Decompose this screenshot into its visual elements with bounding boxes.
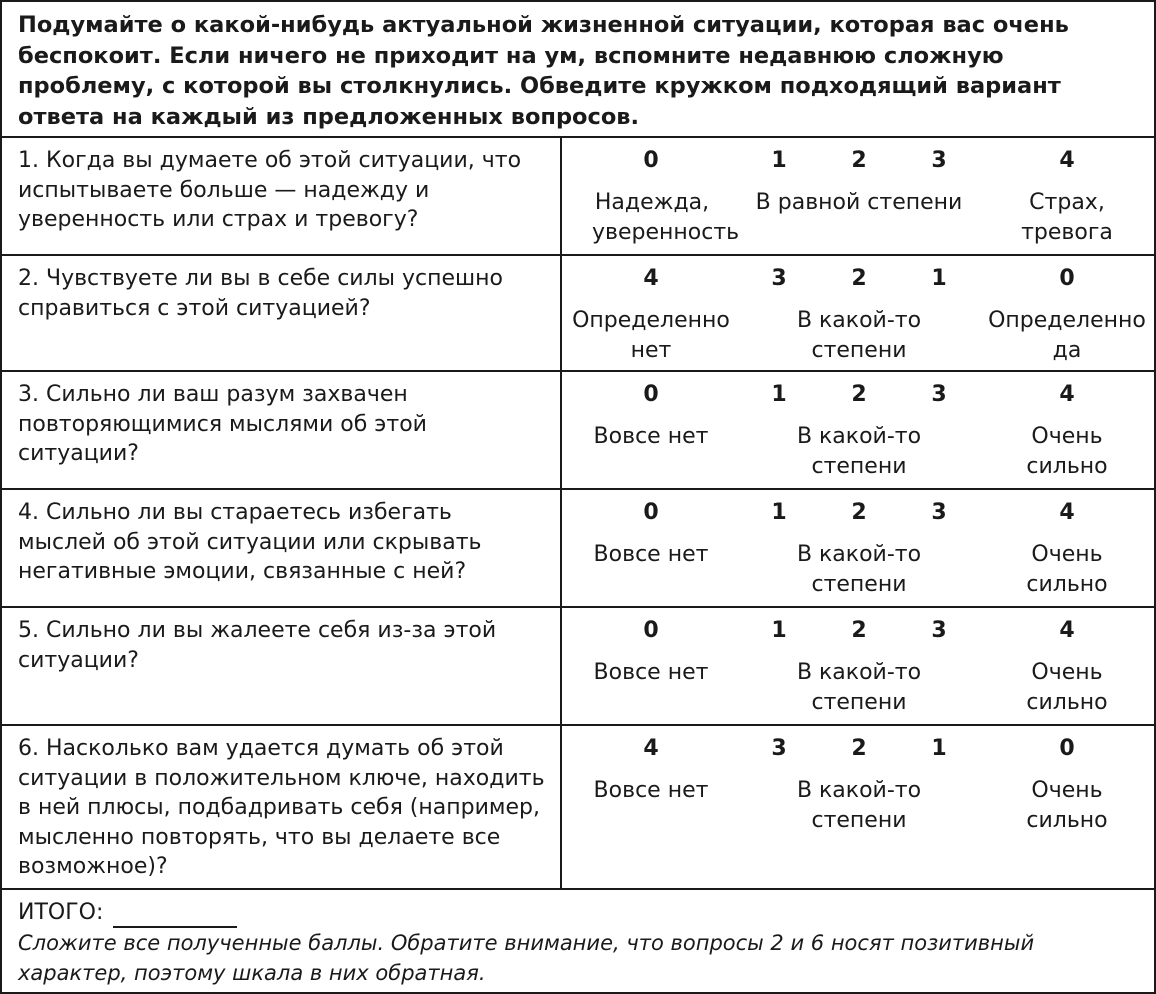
question-text-5: 5. Сильно ли вы жалеете себя из-за этой ситуации?: [2, 608, 562, 724]
score-option[interactable]: 0: [643, 500, 659, 525]
scale-label-middle: В какой-то степени: [796, 660, 922, 715]
score-option[interactable]: 3: [771, 266, 787, 291]
score-option[interactable]: 0: [1059, 266, 1075, 291]
score-option[interactable]: 4: [1059, 148, 1075, 173]
scale-label-right: Страх, тревога: [1021, 190, 1113, 245]
score-option[interactable]: 2: [851, 266, 867, 291]
question-text-2: 2. Чувствуете ли вы в себе силы успешно справиться с этой ситуацией?: [2, 256, 562, 370]
question-row-4: [2, 490, 1154, 608]
score-option[interactable]: 2: [851, 148, 867, 173]
scale-label-left: Вовсе нет: [593, 542, 709, 567]
scale-label-right: Очень сильно: [1026, 660, 1108, 715]
score-option[interactable]: 1: [771, 500, 787, 525]
question-text-6: 6. Насколько вам удается думать об этой ситуации в положительном ключе, находить в ней плюсы, подбадривать себя (например, мысленно повторять, что вы делаете все возможное)?: [2, 726, 562, 888]
scale-label-left: Вовсе нет: [593, 778, 709, 803]
total-label: ИТОГО:: [18, 900, 104, 925]
score-option[interactable]: 4: [1059, 382, 1075, 407]
total-blank-field[interactable]: [113, 904, 237, 928]
score-option[interactable]: 2: [851, 500, 867, 525]
score-option[interactable]: 4: [1059, 500, 1075, 525]
score-option[interactable]: 3: [931, 500, 947, 525]
score-option[interactable]: 2: [851, 382, 867, 407]
scale-label-right: Очень сильно: [1026, 542, 1108, 597]
score-option[interactable]: 1: [931, 736, 947, 761]
question-row-2: [2, 256, 1154, 372]
question-text-1: 1. Когда вы думаете об этой ситуации, что испытываете больше — надежду и уверенность или страх и тревогу?: [2, 138, 562, 254]
score-option[interactable]: 4: [643, 266, 659, 291]
score-option[interactable]: 4: [643, 736, 659, 761]
footer-note: Сложите все полученные баллы. Обратите внимание, что вопросы 2 и 6 носят позитивный характер, поэтому шкала в них обратная.: [18, 931, 1035, 985]
score-option[interactable]: 1: [771, 382, 787, 407]
score-option[interactable]: 1: [771, 148, 787, 173]
score-option[interactable]: 3: [931, 618, 947, 643]
score-option[interactable]: 0: [643, 618, 659, 643]
score-option[interactable]: 0: [643, 148, 659, 173]
scale-label-middle: В какой-то степени: [796, 308, 922, 363]
scale-label-middle: В какой-то степени: [796, 778, 922, 833]
score-option[interactable]: 0: [643, 382, 659, 407]
question-row-1: [2, 138, 1154, 256]
question-row-3: [2, 372, 1154, 490]
instruction-text: Подумайте о какой-нибудь актуальной жизненной ситуации, которая вас очень беспокоит. Если ничего не приходит на ум, вспомните недавнюю сложную проблему, с которой вы столкнулись. Обведите кружком подходящий вариант ответа на каждый из предложенных вопросов.: [2, 2, 1154, 138]
score-option[interactable]: 1: [931, 266, 947, 291]
scale-label-middle: В какой-то степени: [796, 542, 922, 597]
score-option[interactable]: 2: [851, 618, 867, 643]
score-option[interactable]: 4: [1059, 618, 1075, 643]
score-option[interactable]: 1: [771, 618, 787, 643]
scale-label-left: Определенно нет: [572, 308, 730, 363]
score-option[interactable]: 3: [931, 382, 947, 407]
scale-label-right: Очень сильно: [1026, 424, 1108, 479]
scale-label-middle: В какой-то степени: [796, 424, 922, 479]
question-text-3: 3. Сильно ли ваш разум захвачен повторяющимися мыслями об этой ситуации?: [2, 372, 562, 488]
scale-label-left: Надежда, уверенность: [592, 190, 740, 245]
scale-label-middle: В равной степени: [755, 190, 963, 215]
score-option[interactable]: 3: [771, 736, 787, 761]
question-row-6: [2, 726, 1154, 890]
scale-label-right: Очень сильно: [1026, 778, 1108, 833]
footer: [2, 890, 1154, 992]
score-option[interactable]: 3: [931, 148, 947, 173]
scale-label-right: Определенно да: [988, 308, 1146, 363]
scale-label-left: Вовсе нет: [593, 660, 709, 685]
question-text-4: 4. Сильно ли вы стараетесь избегать мыслей об этой ситуации или скрывать негативные эмоции, связанные с ней?: [2, 490, 562, 606]
question-row-5: [2, 608, 1154, 726]
score-option[interactable]: 2: [851, 736, 867, 761]
total-line: [18, 898, 1138, 928]
score-option[interactable]: 0: [1059, 736, 1075, 761]
scale-label-left: Вовсе нет: [593, 424, 709, 449]
